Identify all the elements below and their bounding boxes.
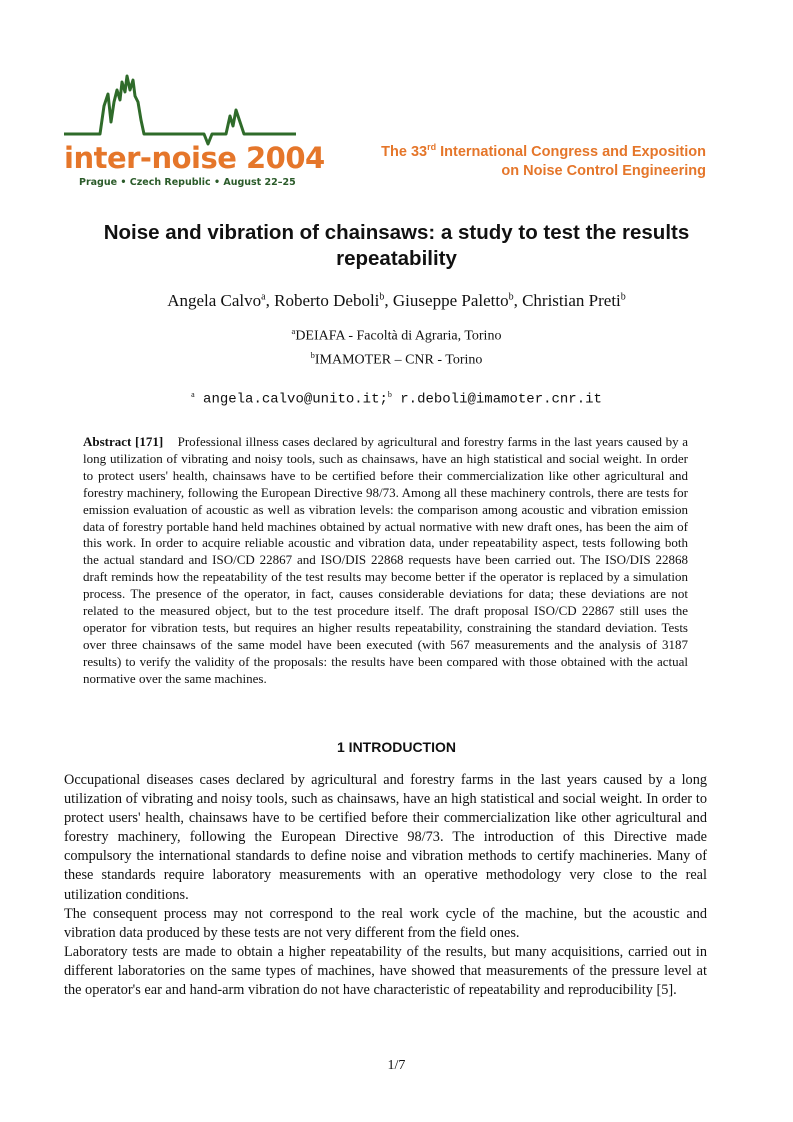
email-link-b[interactable]: r.deboli@imamoter.cnr.it (391, 391, 602, 408)
paragraph: Occupational diseases cases declared by agricultural and forestry farms in the last years caused by a long utilization of vibrating and noisy tools, such as chainsaws, have an high statistical and social weight. In order to protect users' health, chainsaws have to be certified before their commercialization like other agricultural and forestry machinery, following the European Directive 98/73. The introduction of this Directive made compulsory the international standards to define noise and vibration methods to certify machineries. Many of these standards require laboratory measurements with an operative methodology very close to the real utilization conditions. (64, 772, 707, 903)
congress-heading (381, 138, 706, 181)
introduction-body (64, 771, 707, 1000)
abstract (83, 434, 688, 688)
congress-line-1: The 33rd International Congress and Exposition (381, 142, 706, 160)
logo-subtitle: Prague • Czech Republic • August 22–25 (79, 177, 296, 188)
section-heading: 1 INTRODUCTION (337, 739, 456, 755)
abstract-label: Abstract [171] (83, 434, 164, 449)
contact-emails: $^a$ angela.calvo@unito.it;$^b$ r.deboli@imamoter.cnr.it (191, 390, 602, 408)
paragraph: The consequent process may not correspond to the real work cycle of the machine, but the acoustic and vibration data produced by these tests are not very different from the field ones. (64, 905, 707, 941)
author-list (0, 286, 793, 312)
author: Angela Calvo$^a$, (167, 290, 275, 310)
author: Giuseppe Paletto$^b$, (392, 290, 523, 310)
affiliation-a: $^a$DEIAFA - Facoltà di Agraria, Torino (291, 326, 502, 344)
paper-title: Noise and vibration of chainsaws: a study to test the results repeatability (103, 221, 690, 270)
affiliation-b: $^b$IMAMOTER – CNR - Torino (310, 349, 483, 368)
email-link-a[interactable]: angela.calvo@unito.it; (194, 391, 388, 408)
prague-skyline-icon (64, 72, 296, 146)
conference-logo (64, 72, 325, 192)
affiliations (0, 322, 793, 369)
congress-line-2: on Noise Control Engineering (501, 162, 706, 179)
paragraph: Laboratory tests are made to obtain a higher repeatability of the results, but many acquisitions, carried out in different laboratories on the same types of machines, have showed that measurements of the pressure level at the operator's ear and hand-arm vibration do not have characteristic of repeatability and reproducibility [5]. (64, 943, 707, 999)
author: Roberto Deboli$^b$, (274, 290, 393, 310)
page-number: 1/7 (387, 1058, 406, 1073)
abstract-text: Professional illness cases declared by agricultural and forestry farms in the last years caused by a long utilization of vibrating and noisy tools, such as chainsaws, have an high statistical and social weight. In order to protect users' health, chainsaws have to be certified before their commercialization like other agricultural and forestry machinery, following the European Directive 98/73. Among all these machinery controls, there are tests for emission evaluation of acoustic as well as vibration levels: the comparison among acoustic and vibration emission data of forestry portable hand held machines obtained by actual normative with new draft ones, has been the aim of this work. In order to acquire reliable acoustic and vibration data, under repeatability aspect, tests following both the actual standard and ISO/CD 22867 and ISO/DIS 22868 requests have been carried out. The ISO/DIS 22868 draft reminds how the repeatability of the test results may become better if the operator is replaced by a simulation process. The presence of the operator, in fact, causes considerable deviations for data; these deviations are not related to the measured object, but to the test procedure itself. The draft proposal ISO/CD 22867 still uses the operator for vibration tests, but requires an higher results repeatability, constraining the standard deviation. Tests over three chainsaws of the same model have been executed (with 567 measurements and the analysis of 3187 results) to verify the validity of the proposals: the results have been compared with those obtained with the actual normative over the same machines. (83, 434, 688, 686)
author: Christian Preti$^b$ (522, 290, 626, 310)
logo-wordmark: inter-noise 2004 (64, 141, 325, 175)
